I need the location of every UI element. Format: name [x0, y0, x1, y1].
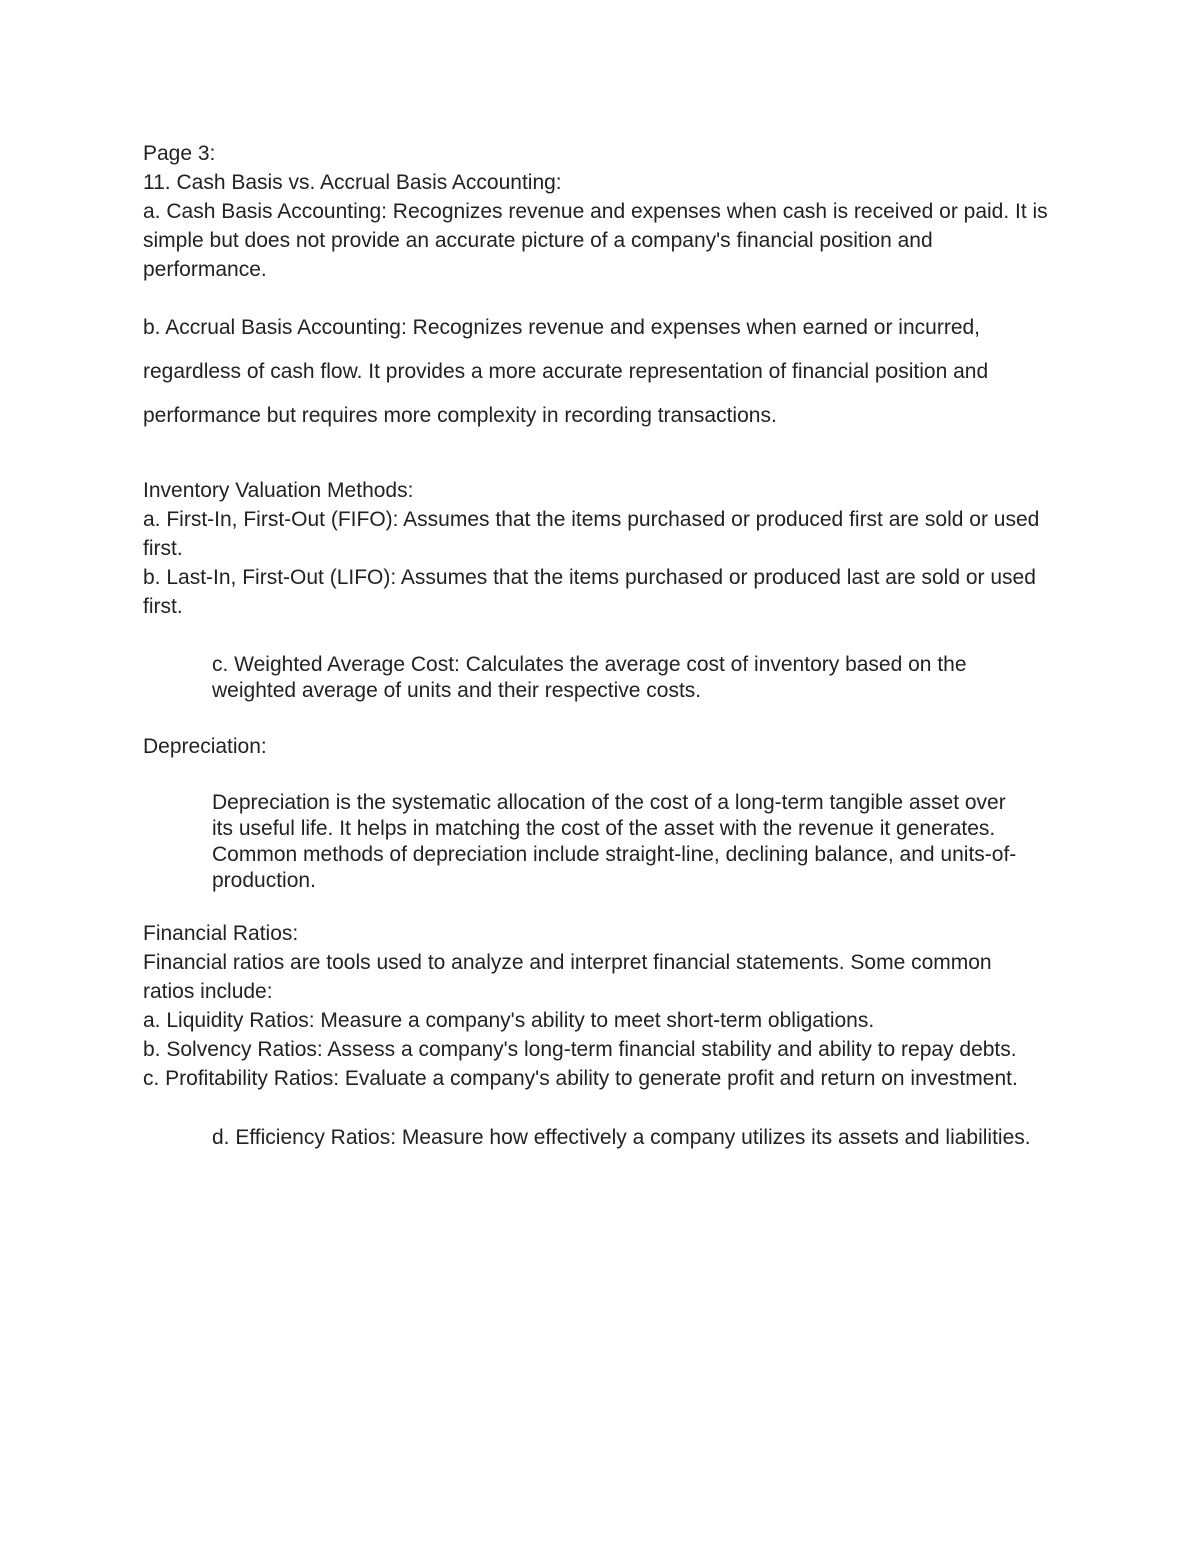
section-heading-ratios: Financial Ratios: [143, 922, 299, 945]
section-heading-inventory: Inventory Valuation Methods: [143, 479, 414, 502]
accrual-basis-line-2: regardless of cash flow. It provides a more accurate representation of financial position and [143, 360, 989, 383]
depreciation-line-3: Common methods of depreciation include straight-line, declining balance, and units-of- [212, 843, 1017, 866]
fifo-line-1: a. First-In, First-Out (FIFO): Assumes that the items purchased or produced first are sold or used [143, 508, 1040, 531]
weighted-average-line-1: c. Weighted Average Cost: Calculates the average cost of inventory based on the [212, 653, 967, 676]
lifo-line-2: first. [143, 595, 183, 618]
accrual-basis-line-3: performance but requires more complexity in recording transactions. [143, 404, 777, 427]
depreciation-line-4: production. [212, 869, 316, 892]
depreciation-line-2: its useful life. It helps in matching the cost of the asset with the revenue it generates. [212, 817, 996, 840]
ratios-intro-line-1: Financial ratios are tools used to analyze and interpret financial statements. Some common [143, 951, 992, 974]
accrual-basis-line-1: b. Accrual Basis Accounting: Recognizes revenue and expenses when earned or incurred, [143, 316, 981, 339]
depreciation-line-1: Depreciation is the systematic allocation of the cost of a long-term tangible asset over [212, 791, 1006, 814]
liquidity-ratios-line: a. Liquidity Ratios: Measure a company's ability to meet short-term obligations. [143, 1009, 875, 1032]
cash-basis-line-3: performance. [143, 258, 267, 281]
section-heading-cash-accrual: 11. Cash Basis vs. Accrual Basis Accounting: [143, 171, 562, 194]
ratios-intro-line-2: ratios include: [143, 980, 273, 1003]
profitability-ratios-line: c. Profitability Ratios: Evaluate a company's ability to generate profit and return on investment. [143, 1067, 1018, 1090]
cash-basis-line-2: simple but does not provide an accurate picture of a company's financial position and [143, 229, 933, 252]
weighted-average-line-2: weighted average of units and their respective costs. [212, 679, 702, 702]
fifo-line-2: first. [143, 537, 183, 560]
solvency-ratios-line: b. Solvency Ratios: Assess a company's long-term financial stability and ability to repay debts. [143, 1038, 1017, 1061]
efficiency-ratios-line: d. Efficiency Ratios: Measure how effectively a company utilizes its assets and liabilities. [212, 1126, 1031, 1149]
section-heading-depreciation: Depreciation: [143, 735, 267, 758]
page-label: Page 3: [143, 142, 216, 165]
lifo-line-1: b. Last-In, First-Out (LIFO): Assumes that the items purchased or produced last are sold or used [143, 566, 1036, 589]
cash-basis-line-1: a. Cash Basis Accounting: Recognizes revenue and expenses when cash is received or paid. It is [143, 200, 1048, 223]
